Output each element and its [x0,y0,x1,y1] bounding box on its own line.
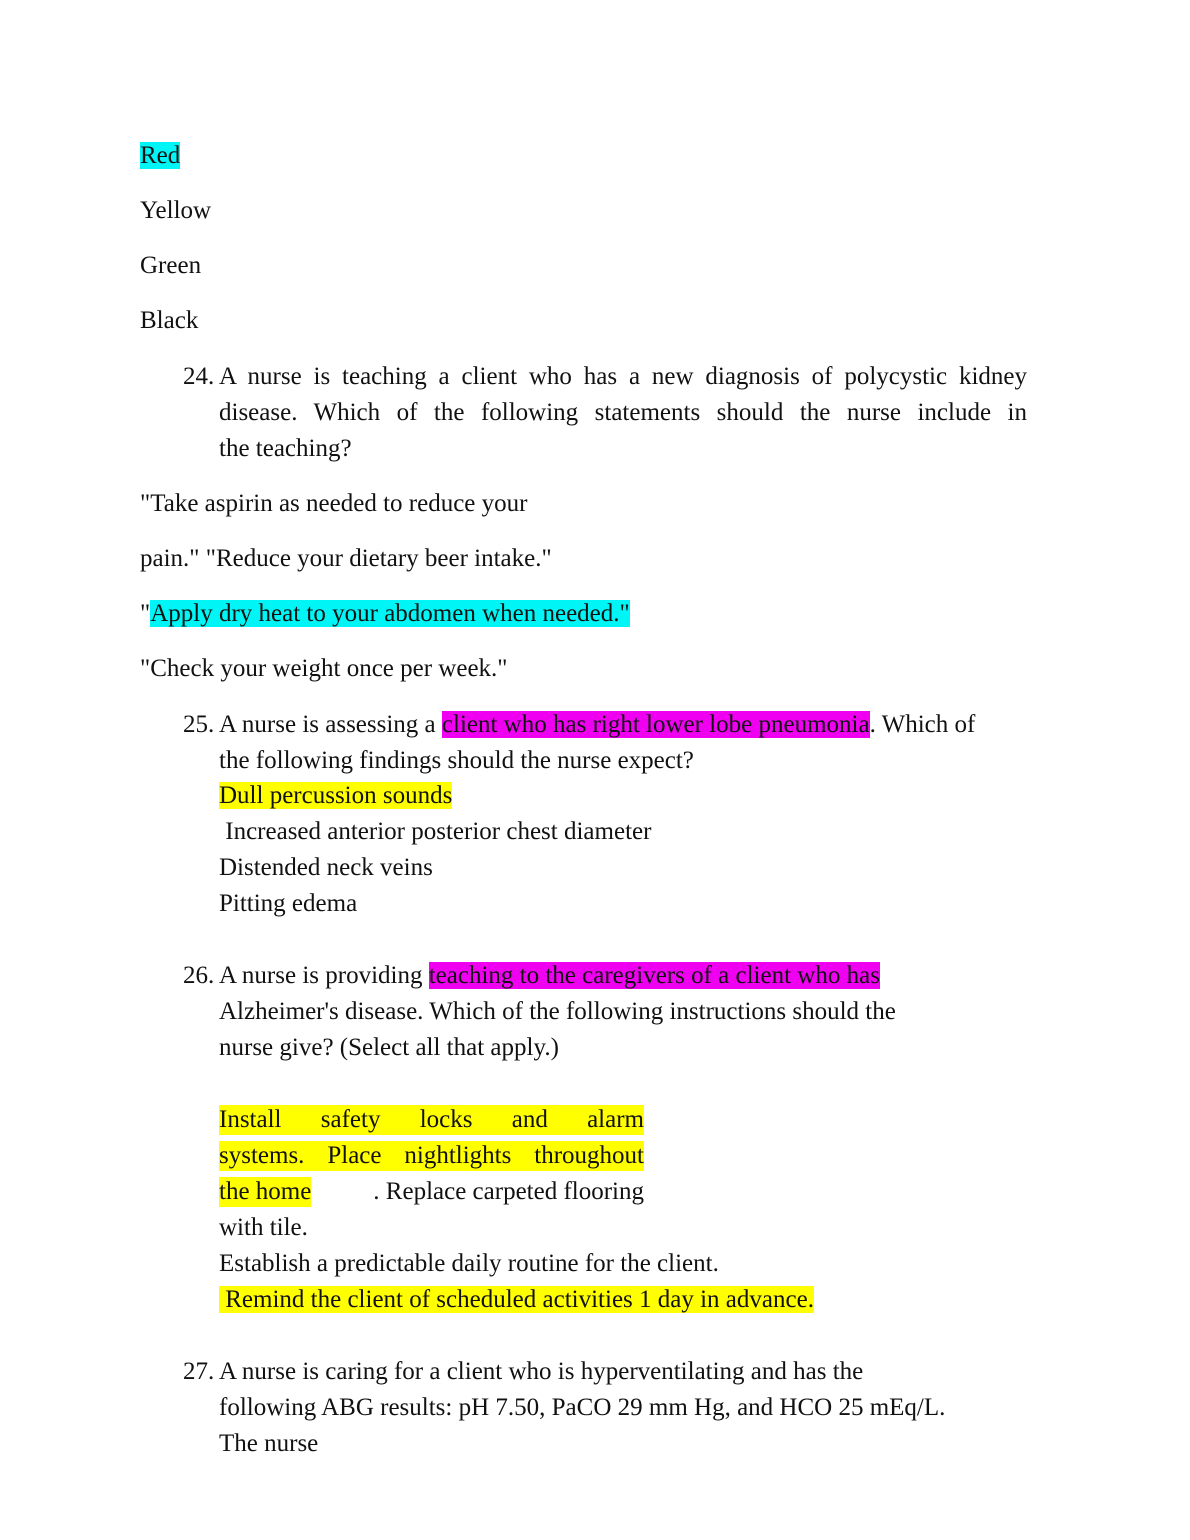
question-26-option-block-line-1: Install safety locks and alarm [219,1106,644,1133]
question-27-line-3: The nurse [219,1430,319,1457]
question-26-option-block-line-2: systems. Place nightlights throughout [219,1142,644,1169]
question-27-line-2: following ABG results: pH 7.50, PaCO 29 mm Hg, and HCO 25 mEq/L. [219,1394,946,1421]
option-green: Green [140,252,202,279]
option-black: Black [140,307,199,334]
question-24-option-4: "Check your weight once per week." [140,655,508,682]
question-25-line-2: the following findings should the nurse expect? [219,747,694,774]
question-26-line-2: Alzheimer's disease. Which of the following instructions should the [219,998,896,1025]
question-26-highlight: teaching to the caregivers of a client who has [428,962,880,989]
question-24-line-2: disease. Which of the following statements should the nurse include in [219,399,1027,426]
question-24-answer-highlight: Apply dry heat to your abdomen when needed." [150,600,630,627]
question-25-option-2: Increased anterior posterior chest diameter [219,818,652,845]
question-25-option-3: Distended neck veins [219,854,433,881]
question-25-option-4: Pitting edema [219,890,358,917]
question-26-option-remind: Remind the client of scheduled activities 1 day in advance. [219,1286,814,1313]
option-yellow: Yellow [140,197,212,224]
question-26-option-block-line-4: with tile. [219,1214,308,1241]
question-24-line-1: A nurse is teaching a client who has a new diagnosis of polycystic kidney [219,363,1027,390]
question-26-number: 26. [183,962,215,989]
question-24-line-3: the teaching? [219,435,352,462]
question-24-option-1: "Take aspirin as needed to reduce your [140,490,528,517]
question-24-option-3: "Apply dry heat to your abdomen when needed." [140,600,630,627]
question-26-option-routine: Establish a predictable daily routine for the client. [219,1250,719,1277]
question-26-option-block-line-3: the home . Replace carpeted flooring [219,1178,644,1205]
option-red: Red [140,142,181,169]
question-25-highlight: client who has right lower lobe pneumonia [441,711,870,738]
question-26-line-3: nurse give? (Select all that apply.) [219,1034,559,1061]
question-27-number: 27. [183,1358,215,1385]
question-25-line-1: A nurse is assessing a client who has right lower lobe pneumonia. Which of [219,711,976,738]
question-24-number: 24. [183,363,215,390]
question-27-line-1: A nurse is caring for a client who is hyperventilating and has the [219,1358,864,1385]
question-25-option-1: Dull percussion sounds [219,782,453,809]
question-24-option-2: pain." "Reduce your dietary beer intake." [140,545,552,572]
question-25-number: 25. [183,711,215,738]
question-26-line-1: A nurse is providing teaching to the caregivers of a client who has [219,962,880,989]
